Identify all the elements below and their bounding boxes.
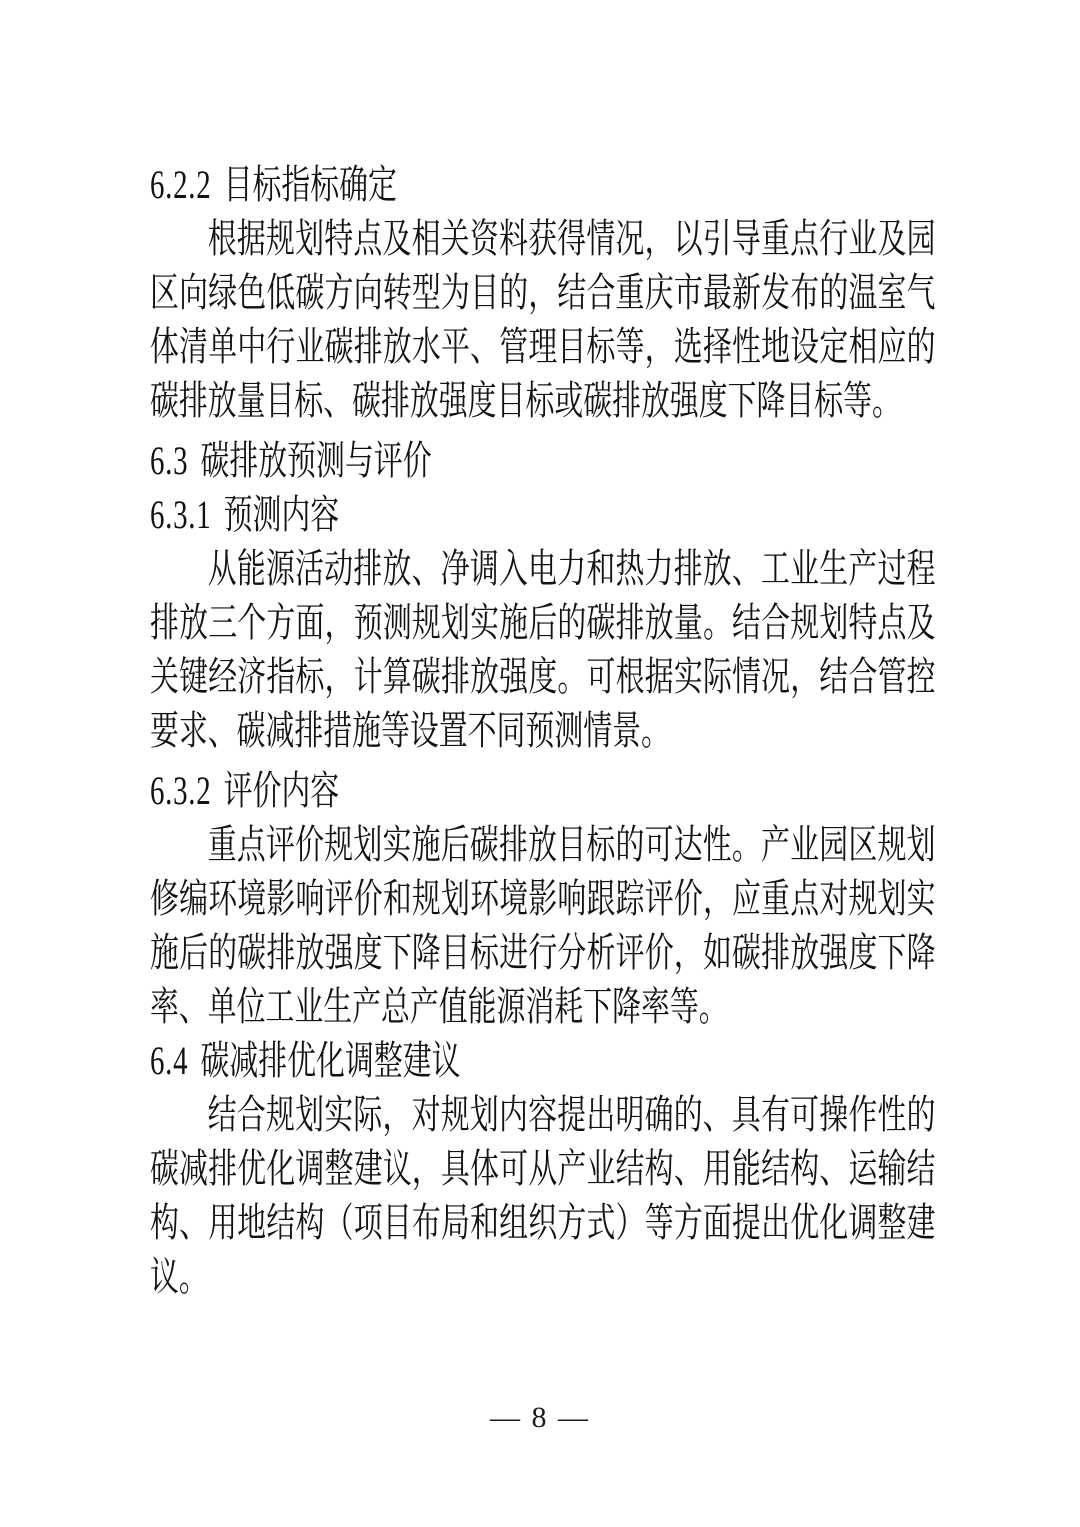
heading-number: 6.4 (150, 1038, 189, 1083)
heading-number: 6.3.1 (150, 492, 212, 537)
heading-title: 预测内容 (223, 493, 340, 537)
heading-number: 6.3 (150, 438, 189, 483)
section-heading-6-3-2 (150, 764, 936, 818)
body-paragraph: 根据规划特点及相关资料获得情况，以引导重点行业及园区向绿色低碳方向转型为目的，结合重庆市最新发布的温室气体清单中行业碳排放水平、管理目标等，选择性地设定相应的碳排放量目标、碳排放强度目标或碳排放强度下降目标等。 (150, 217, 936, 423)
heading-number: 6.2.2 (150, 162, 212, 207)
body-paragraph: 重点评价规划实施后碳排放目标的可达性。产业园区规划修编环境影响评价和规划环境影响跟踪评价，应重点对规划实施后的碳排放强度下降目标进行分析评价，如碳排放强度下降率、单位工业生产总产值能源消耗下降率等。 (150, 823, 936, 1029)
heading-title: 碳减排优化调整建议 (200, 1039, 461, 1083)
body-paragraph: 从能源活动排放、净调入电力和热力排放、工业生产过程排放三个方面，预测规划实施后的碳排放量。结合规划特点及关键经济指标，计算碳排放强度。可根据实际情况，结合管控要求、碳减排措施等设置不同预测情景。 (150, 547, 936, 753)
heading-title: 评价内容 (223, 769, 340, 813)
page-number: — 8 — (490, 1401, 590, 1434)
page-footer (0, 1400, 1080, 1436)
heading-number: 6.3.2 (150, 768, 212, 813)
section-heading-6-4 (150, 1034, 936, 1088)
document-body (150, 158, 936, 1304)
heading-title: 碳排放预测与评价 (200, 439, 432, 483)
section-heading-6-3 (150, 434, 936, 488)
section-heading-6-3-1 (150, 488, 936, 542)
heading-title: 目标指标确定 (223, 163, 397, 207)
section-heading-6-2-2 (150, 158, 936, 212)
body-paragraph: 结合规划实际，对规划内容提出明确的、具有可操作性的碳减排优化调整建议，具体可从产业结构、用能结构、运输结构、用地结构（项目布局和组织方式）等方面提出优化调整建议。 (150, 1093, 936, 1299)
